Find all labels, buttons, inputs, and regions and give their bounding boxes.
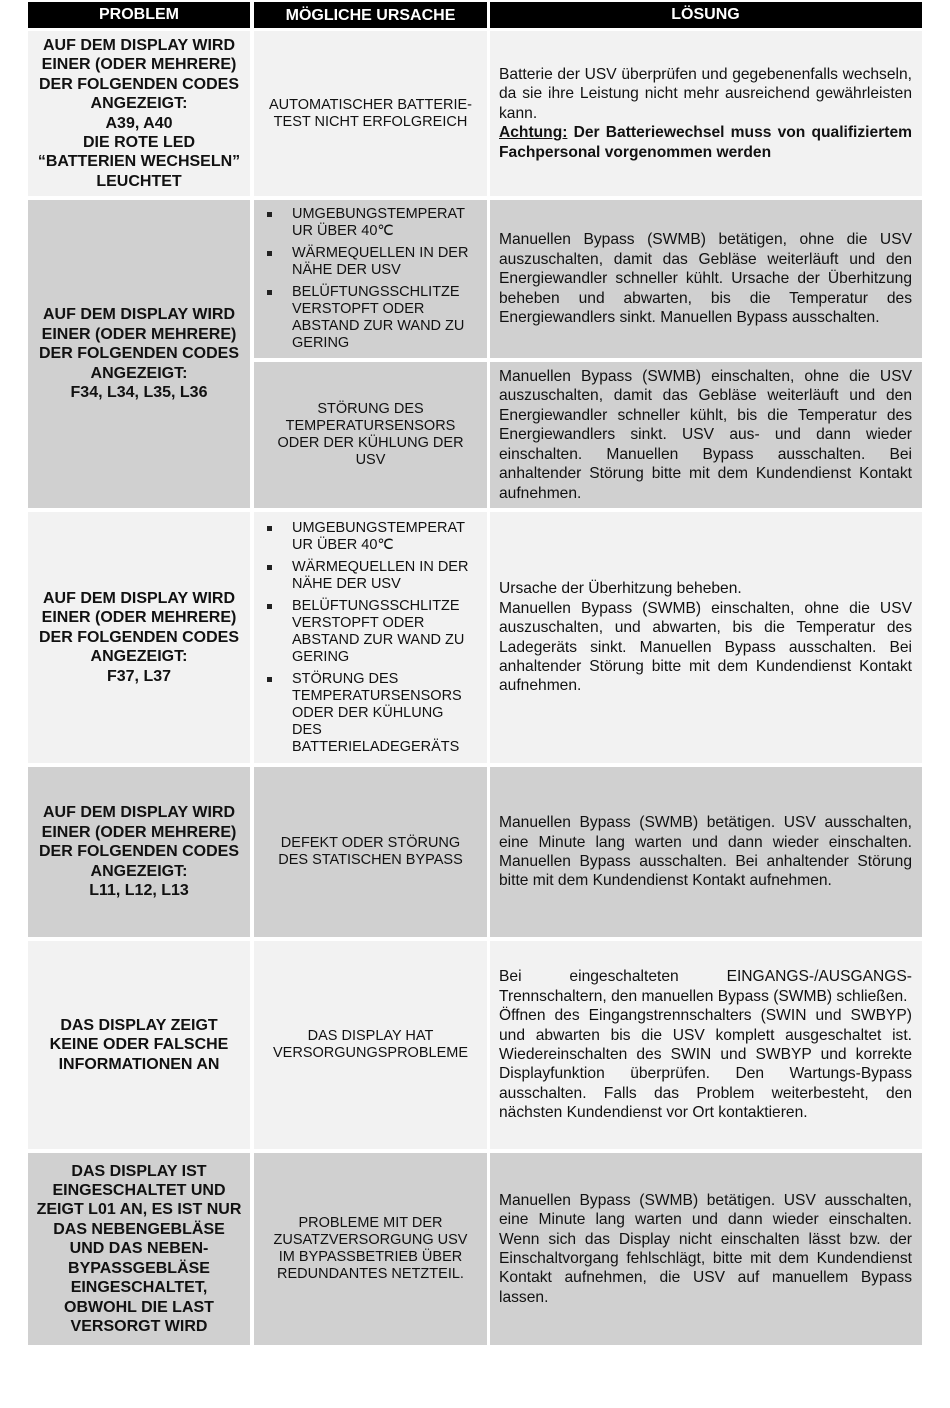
header-solution-label: LÖSUNG — [671, 6, 740, 24]
warning-text: Der Batteriewechsel muss von qualifiziertem Fachpersonal vorgenommen werden — [499, 124, 912, 161]
problem-cell — [28, 200, 250, 508]
solution-text: Manuellen Bypass (SWMB) betätigen. USV ausschalten, eine Minute lang warten und dann wieder einschalten. Wenn sich das Display nicht einschalten lässt bzw. der Einschaltvorgang fehlschlägt, bitte mit dem Kundendienst Kontakt aufnehmen, die USV auf manuellem Bypass lassen. — [499, 1191, 912, 1306]
cause-text: AUTOMATISCHER BATTERIE-TEST NICHT ERFOLGREICH — [268, 96, 472, 130]
solution-cell — [490, 941, 922, 1149]
cause-cell — [254, 200, 487, 358]
solution-cell — [490, 512, 922, 763]
cause-list-item: STÖRUNG DES TEMPERATURSENSORS ODER DER KÜHLUNG DES BATTERIELADEGERÄTS — [264, 671, 475, 756]
cause-text: DEFEKT ODER STÖRUNG DES STATISCHEN BYPASS — [278, 835, 463, 868]
header-solution — [490, 2, 922, 28]
header-problem-label: PROBLEM — [99, 6, 179, 24]
header-cause — [254, 2, 487, 28]
problem-text: AUF DEM DISPLAY WIRD EINER (ODER MEHRERE) DER FOLGENDEN CODES ANGEZEIGT: L11, L12, L13 — [38, 804, 239, 900]
header-cause-label: MÖGLICHE URSACHE — [285, 6, 456, 24]
solution-cell — [490, 1153, 922, 1345]
solution-cell — [490, 200, 922, 358]
cause-cell — [254, 767, 487, 937]
solution-text — [499, 579, 912, 695]
cause-cell — [254, 512, 487, 763]
cause-list-item: UMGEBUNGSTEMPERAT UR ÜBER 40℃ — [264, 206, 475, 240]
problem-cell — [28, 1153, 250, 1345]
solution-body: Öffnen des Eingangstrennschalters (SWIN und SWBYP) und abwarten bis die USV komplett ausgeschaltet ist. Wiedereinschalten des SWIN und SWBYP und korrekte Displayfunktion überprüfen. Den Wartungs-Bypass ausschalten. Falls das Problem weiterbesteht, den nächsten Kundendienst vor Ort kontaktieren. — [499, 1007, 912, 1122]
cause-cell — [254, 31, 487, 196]
problem-text: DAS DISPLAY IST EINGESCHALTET UND ZEIGT L01 AN, ES IST NUR DAS NEBENGEBLÄSE UND DAS NEBEN-BYPASSGEBLÄSE EINGESCHALTET, OBWOHL DIE LAST VERSORGT WIRD — [36, 1162, 242, 1335]
warning — [499, 124, 912, 160]
solution-text: Manuellen Bypass (SWMB) betätigen, ohne die USV auszuschalten, damit das Gebläse weiterläuft und den Energiewandler schneller kühlt. Ursache der Überhitzung beheben und abwarten, bis die Temperatur des Energiewandlers sinkt. Manuellen Bypass ausschalten. — [499, 231, 912, 327]
cause-text: STÖRUNG DES TEMPERATURSENSORS ODER DER KÜHLUNG DER USV — [277, 401, 464, 468]
problem-text: AUF DEM DISPLAY WIRD EINER (ODER MEHRERE) DER FOLGENDEN CODES ANGEZEIGT: F37, L37 — [38, 589, 239, 685]
warning-label: Achtung: — [499, 124, 568, 142]
cause-list-item: WÄRMEQUELLEN IN DER NÄHE DER USV — [264, 245, 475, 279]
solution-body: Batterie der USV überprüfen und gegebenenfalls wechseln, da sie ihre Leistung nicht mehr ausreichend gewährleisten kann. — [499, 65, 912, 122]
solution-text — [499, 967, 912, 1122]
solution-text — [499, 65, 912, 162]
header-problem — [28, 2, 250, 28]
solution-line: Bei eingeschalteten EINGANGS-/AUSGANGS-Trennschaltern, den manuellen Bypass (SWMB) schließen. — [499, 968, 912, 1005]
solution-text: Manuellen Bypass (SWMB) einschalten, ohne die USV auszuschalten, damit das Gebläse weiterläuft und den Energiewandler schneller kühlt, bis die Temperatur des Energiewandlers sinkt. USV aus- und dann wieder einschalten. Manuellen Bypass ausschalten. Bei anhaltender Störung bitte mit dem Kundendienst Kontakt aufnehmen. — [499, 368, 912, 502]
cause-cell — [254, 1153, 487, 1345]
problem-cell — [28, 767, 250, 937]
cause-list-item: UMGEBUNGSTEMPERAT UR ÜBER 40℃ — [264, 520, 475, 554]
cause-list-item: BELÜFTUNGSSCHLITZE VERSTOPFT ODER ABSTAND ZUR WAND ZU GERING — [264, 598, 475, 666]
cause-list — [264, 206, 475, 352]
problem-text: AUF DEM DISPLAY WIRD EINER (ODER MEHRERE) DER FOLGENDEN CODES ANGEZEIGT: F34, L34, L35, L36 — [38, 306, 239, 402]
cause-cell — [254, 941, 487, 1149]
solution-line: Ursache der Überhitzung beheben. — [499, 580, 742, 598]
solution-body: Manuellen Bypass (SWMB) einschalten, ohne die USV auszuschalten, und abwarten, bis die Temperatur des Ladegeräts sinkt. Manuellen Bypass ausschalten. Bei anhaltender Störung bitte mit dem Kundendienst Kontakt aufnehmen. — [499, 599, 912, 695]
problem-cell — [28, 512, 250, 763]
cause-text: DAS DISPLAY HAT VERSORGUNGSPROBLEME — [273, 1028, 468, 1061]
cause-list — [264, 520, 475, 756]
solution-cell — [490, 31, 922, 196]
solution-cell — [490, 362, 922, 508]
cause-list-item: BELÜFTUNGSSCHLITZE VERSTOPFT ODER ABSTAND ZUR WAND ZU GERING — [264, 284, 475, 352]
cause-text: PROBLEME MIT DER ZUSATZVERSORGUNG USV IM BYPASSBETRIEB ÜBER REDUNDANTES NETZTEIL. — [273, 1215, 468, 1282]
cause-cell — [254, 362, 487, 508]
solution-cell — [490, 767, 922, 937]
problem-text: DAS DISPLAY ZEIGT KEINE ODER FALSCHE INFORMATIONEN AN — [49, 1016, 229, 1073]
problem-cell — [28, 941, 250, 1149]
problem-text: AUF DEM DISPLAY WIRD EINER (ODER MEHRERE) DER FOLGENDEN CODES ANGEZEIGT: A39, A40 DIE ROTE LED “BATTERIEN WECHSELN” LEUCHTET — [37, 36, 241, 190]
solution-text: Manuellen Bypass (SWMB) betätigen. USV ausschalten, eine Minute lang warten und dann wieder einschalten. Manuellen Bypass ausschalten. Bei anhaltender Störung bitte mit dem Kundendienst Kontakt aufnehmen. — [499, 814, 912, 890]
cause-list-item: WÄRMEQUELLEN IN DER NÄHE DER USV — [264, 559, 475, 593]
problem-cell — [28, 31, 250, 196]
